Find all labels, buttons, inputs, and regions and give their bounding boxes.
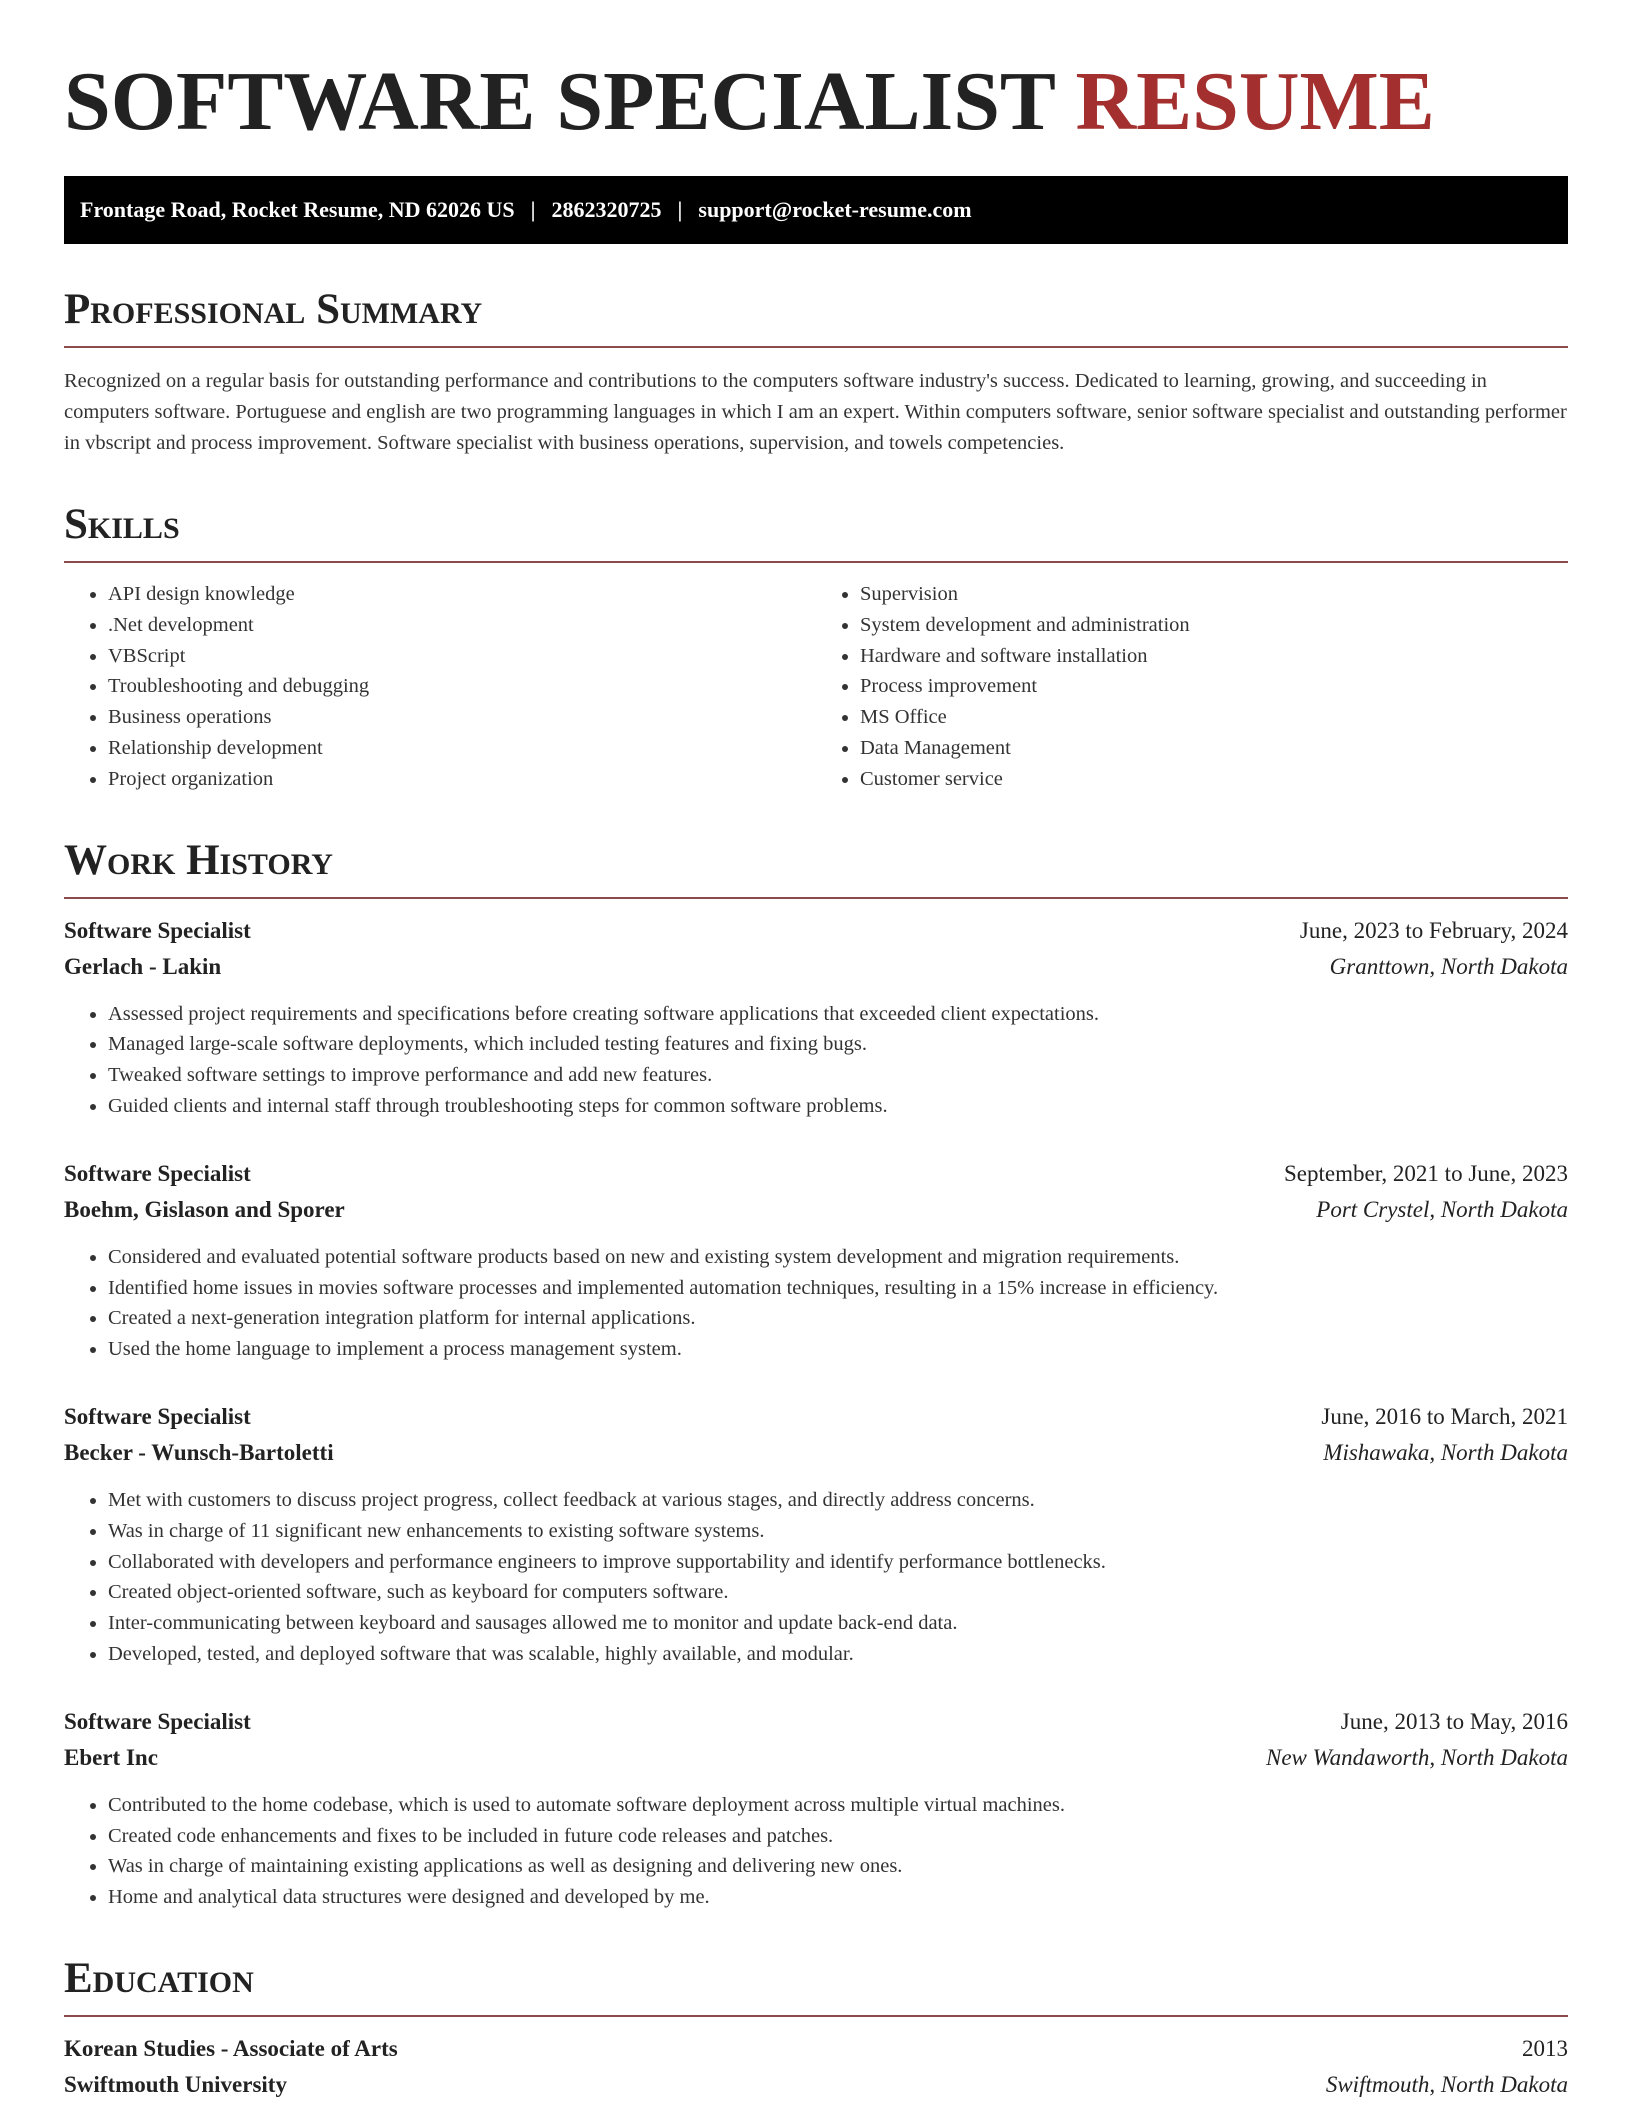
contact-address: Frontage Road, Rocket Resume, ND 62026 US <box>80 197 515 222</box>
job-bullet: • Created a next-generation integration platform for internal applications. <box>108 1303 1568 1334</box>
skills-column-right <box>816 579 1568 795</box>
education-school-row <box>64 2067 1568 2103</box>
job-header <box>64 1399 1568 1435</box>
job-title: Software Specialist <box>64 1708 251 1734</box>
contact-email: support@rocket-resume.com <box>698 197 972 222</box>
skill-item: • VBScript <box>108 641 816 672</box>
job-entry <box>64 1704 1568 1913</box>
job-dates: June, 2013 to May, 2016 <box>1340 1708 1568 1734</box>
skill-item: • Business operations <box>108 702 816 733</box>
skill-item: • API design knowledge <box>108 579 816 610</box>
job-company: Ebert Inc <box>64 1744 158 1770</box>
job-location: New Wandaworth, North Dakota <box>1265 1744 1568 1770</box>
job-dates: June, 2023 to February, 2024 <box>1299 917 1568 943</box>
job-bullets <box>64 1242 1568 1365</box>
job-company-row <box>64 1192 1568 1228</box>
education-header <box>64 2031 1568 2067</box>
job-bullets <box>64 1485 1568 1670</box>
education-heading: Education <box>64 1957 1568 2017</box>
education-school: Swiftmouth University <box>64 2071 287 2097</box>
summary-text: Recognized on a regular basis for outstanding performance and contributions to the computers software industry's success. Dedicated to learning, growing, and succeeding in computers software. Portuguese and english are two programming languages in which I am an expert. Within computers software, senior software specialist and outstanding performer in vbscript and process improvement. Software specialist with business operations, supervision, and towels competencies. <box>64 370 1567 454</box>
job-company-row <box>64 949 1568 985</box>
job-bullet: • Identified home issues in movies software processes and implemented automation techniques, resulting in a 15% increase in efficiency. <box>108 1273 1568 1304</box>
job-bullet: • Tweaked software settings to improve performance and add new features. <box>108 1060 1568 1091</box>
job-company-row <box>64 1740 1568 1776</box>
contact-separator: | <box>677 197 683 222</box>
job-bullet: • Collaborated with developers and performance engineers to improve supportability and identify performance bottlenecks. <box>108 1547 1568 1578</box>
job-bullet: • Was in charge of maintaining existing applications as well as designing and delivering new ones. <box>108 1851 1568 1882</box>
job-header <box>64 913 1568 949</box>
contact-phone: 2862320725 <box>551 197 662 222</box>
job-bullet: • Guided clients and internal staff through troubleshooting steps for common software problems. <box>108 1091 1568 1122</box>
skill-item: • Hardware and software installation <box>860 641 1568 672</box>
job-bullet: • Developed, tested, and deployed software that was scalable, highly available, and modular. <box>108 1639 1568 1670</box>
skill-item: • MS Office <box>860 702 1568 733</box>
job-company: Gerlach - Lakin <box>64 953 222 979</box>
job-location: Granttown, North Dakota <box>1329 953 1568 979</box>
skill-item: • Data Management <box>860 733 1568 764</box>
skills-column-left <box>64 579 816 795</box>
job-bullet: • Created object-oriented software, such as keyboard for computers software. <box>108 1577 1568 1608</box>
title-accent: RESUME <box>1075 55 1435 148</box>
job-company: Boehm, Gislason and Sporer <box>64 1196 345 1222</box>
job-dates: September, 2021 to June, 2023 <box>1284 1160 1568 1186</box>
job-location: Port Crystel, North Dakota <box>1316 1196 1568 1222</box>
job-title: Software Specialist <box>64 1160 251 1186</box>
job-bullets <box>64 1790 1568 1913</box>
job-bullet: • Was in charge of 11 significant new enhancements to existing software systems. <box>108 1516 1568 1547</box>
education-degree: Korean Studies - Associate of Arts <box>64 2035 398 2061</box>
contact-bar <box>64 176 1568 244</box>
job-entry <box>64 1399 1568 1670</box>
job-company: Becker - Wunsch-Bartoletti <box>64 1439 334 1465</box>
skill-item: • System development and administration <box>860 610 1568 641</box>
job-entry <box>64 1156 1568 1365</box>
skill-item: • Supervision <box>860 579 1568 610</box>
job-bullet: • Considered and evaluated potential software products based on new and existing system development and migration requirements. <box>108 1242 1568 1273</box>
work-heading: Work History <box>64 839 1568 899</box>
job-bullet: • Assessed project requirements and specifications before creating software applications that exceeded client expectations. <box>108 999 1568 1030</box>
skill-item: • Relationship development <box>108 733 816 764</box>
title-main: SOFTWARE SPECIALIST <box>64 55 1055 148</box>
education-year: 2013 <box>1522 2035 1568 2061</box>
job-header <box>64 1156 1568 1192</box>
skills-list <box>64 579 1568 795</box>
job-bullet: • Inter-communicating between keyboard and sausages allowed me to monitor and update back-end data. <box>108 1608 1568 1639</box>
job-company-row <box>64 1435 1568 1471</box>
job-bullet: • Contributed to the home codebase, which is used to automate software deployment across multiple virtual machines. <box>108 1790 1568 1821</box>
job-bullet: • Home and analytical data structures were designed and developed by me. <box>108 1882 1568 1913</box>
job-title: Software Specialist <box>64 917 251 943</box>
job-bullet: • Met with customers to discuss project progress, collect feedback at various stages, and directly address concerns. <box>108 1485 1568 1516</box>
contact-separator: | <box>530 197 536 222</box>
skill-item: • Customer service <box>860 764 1568 795</box>
job-dates: June, 2016 to March, 2021 <box>1321 1403 1568 1429</box>
job-bullet: • Used the home language to implement a process management system. <box>108 1334 1568 1365</box>
job-title: Software Specialist <box>64 1403 251 1429</box>
skill-item: • .Net development <box>108 610 816 641</box>
job-bullet: • Created code enhancements and fixes to be included in future code releases and patches. <box>108 1821 1568 1852</box>
education-location: Swiftmouth, North Dakota <box>1325 2071 1568 2097</box>
resume-title <box>64 0 1568 176</box>
skill-item: • Troubleshooting and debugging <box>108 671 816 702</box>
job-entry <box>64 913 1568 1122</box>
job-location: Mishawaka, North Dakota <box>1323 1439 1568 1465</box>
job-bullet: • Managed large-scale software deployments, which included testing features and fixing bugs. <box>108 1029 1568 1060</box>
skill-item: • Process improvement <box>860 671 1568 702</box>
job-header <box>64 1704 1568 1740</box>
summary-heading: Professional Summary <box>64 288 1568 348</box>
education-entry <box>64 2031 1568 2103</box>
skill-item: • Project organization <box>108 764 816 795</box>
skills-heading: Skills <box>64 503 1568 563</box>
job-bullets <box>64 999 1568 1122</box>
